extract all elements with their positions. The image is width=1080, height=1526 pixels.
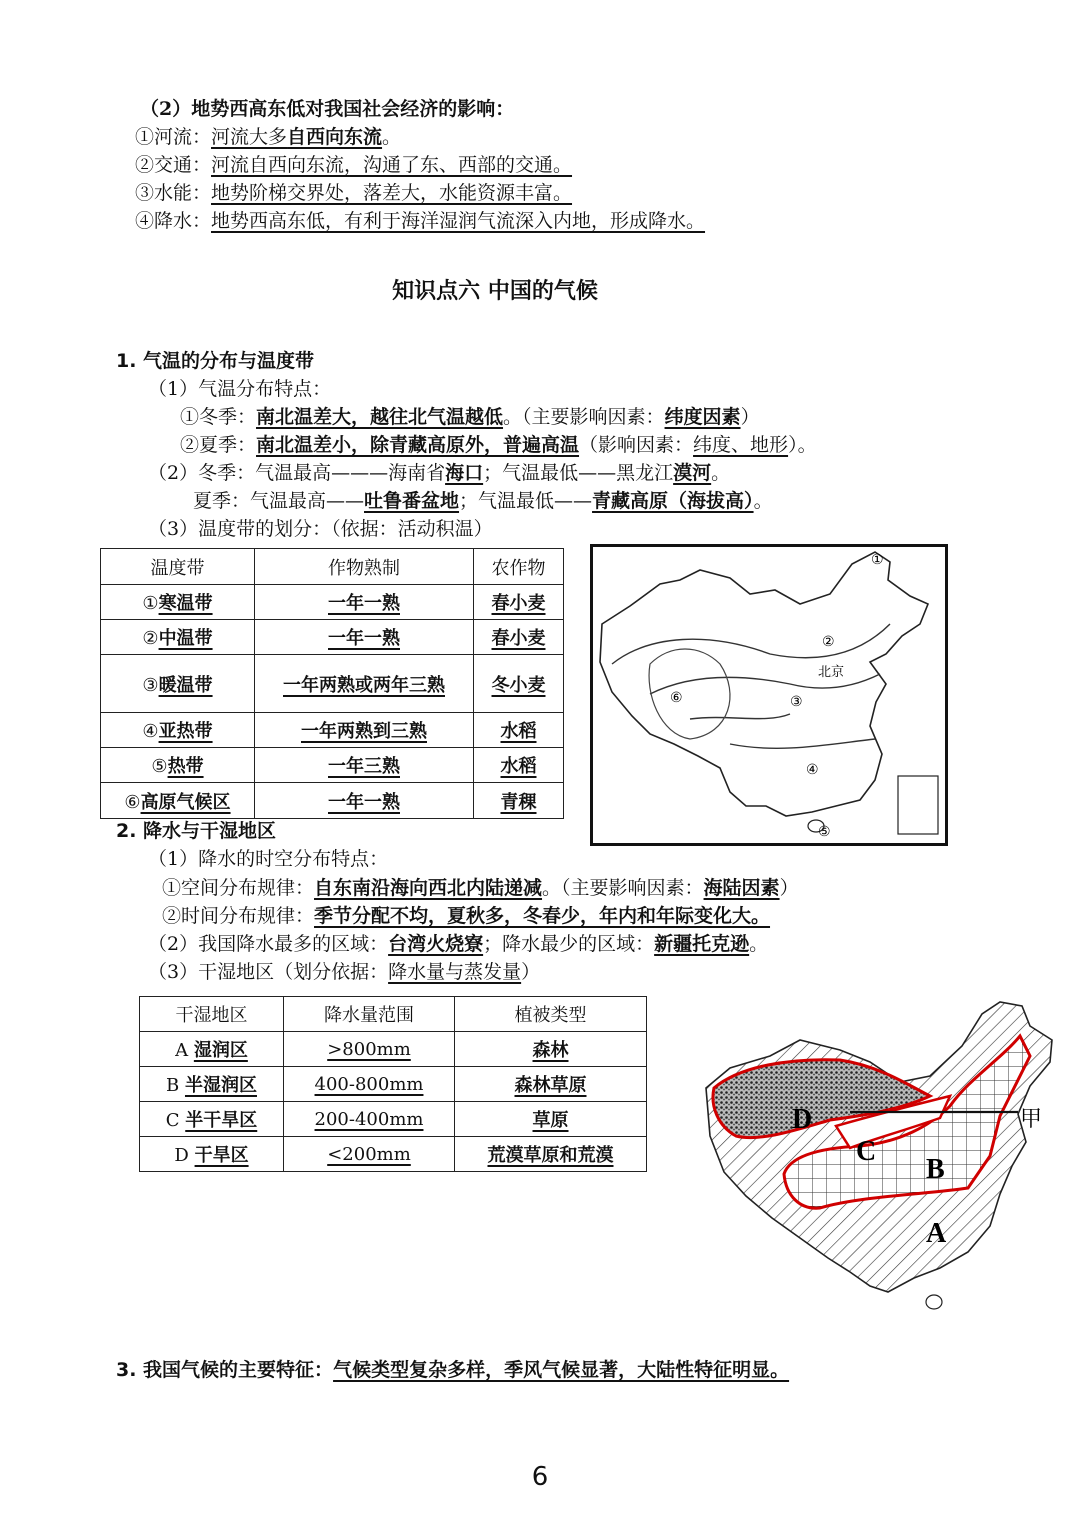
table-row: ③暖温带 一年两熟或两年三熟 冬小麦 bbox=[101, 655, 564, 713]
page-number: 6 bbox=[531, 1462, 549, 1492]
map-label: 甲 bbox=[1020, 1107, 1043, 1132]
table-row: ②中温带 一年一熟 春小麦 bbox=[101, 620, 564, 655]
table-row: ⑥高原气候区 一年一熟 青稞 bbox=[101, 783, 564, 819]
table-header: 作物熟制 bbox=[255, 549, 474, 585]
dry-wet-zone-map bbox=[700, 996, 1062, 1318]
climate-feature-line: 3. 我国气候的主要特征：气候类型复杂多样，季风气候显著，大陆性特征明显。 bbox=[116, 1359, 790, 1381]
sub-heading: （1）降水的时空分布特点： bbox=[148, 848, 389, 870]
table-header: 干湿地区 bbox=[140, 997, 284, 1032]
table-row: D 干旱区 <200mm 荒漠草原和荒漠 bbox=[140, 1137, 647, 1172]
map-label: ⑤ bbox=[818, 824, 831, 840]
sub-heading: （3）温度带的划分：（依据：活动积温） bbox=[148, 518, 493, 540]
page-title: 知识点六 中国的气候 bbox=[392, 279, 598, 304]
summer-extreme-line: 夏季：气温最高——吐鲁番盆地；气温最低——青藏高原（海拔高）。 bbox=[193, 490, 773, 512]
section-heading: 2. 降水与干湿地区 bbox=[116, 820, 277, 842]
map-label: ③ bbox=[790, 694, 803, 710]
list-item: ④降水：地势西高东低，有利于海洋湿润气流深入内地，形成降水。 bbox=[135, 210, 706, 232]
temperature-zone-map bbox=[590, 544, 948, 846]
winter-extreme-line: （2）冬季：气温最高———海南省海口；气温最低——黑龙江漠河。 bbox=[148, 462, 731, 484]
time-distribution-line: ②时间分布规律：季节分配不均，夏秋多，冬春少，年内和年际变化大。 bbox=[162, 905, 771, 927]
sub-heading: （3）干湿地区（划分依据：降水量与蒸发量） bbox=[148, 961, 541, 983]
rain-extreme-line: （2）我国降水最多的区域：台湾火烧寮；降水最少的区域：新疆托克逊。 bbox=[148, 933, 769, 955]
section-heading: 1. 气温的分布与温度带 bbox=[116, 350, 315, 372]
table-header: 温度带 bbox=[101, 549, 255, 585]
map-label: C bbox=[856, 1136, 877, 1167]
dry-wet-zone-table bbox=[139, 996, 647, 1172]
map-label: ② bbox=[822, 634, 835, 650]
map-label: ① bbox=[871, 552, 884, 568]
map-label-beijing: 北京 bbox=[818, 665, 845, 680]
list-item: ①河流：河流大多自西向东流。 bbox=[135, 126, 402, 148]
table-header: 降水量范围 bbox=[284, 997, 455, 1032]
section-heading: （2）地势西高东低对我国社会经济的影响： bbox=[140, 98, 515, 120]
map-label: B bbox=[926, 1154, 945, 1185]
table-row: ⑤热带 一年三熟 水稻 bbox=[101, 748, 564, 783]
table-row: A 湿润区 >800mm 森林 bbox=[140, 1032, 647, 1067]
list-item: ③水能：地势阶梯交界处，落差大，水能资源丰富。 bbox=[135, 182, 573, 204]
map-label: A bbox=[926, 1218, 947, 1249]
table-header: 植被类型 bbox=[455, 997, 647, 1032]
sub-heading: （1）气温分布特点： bbox=[148, 378, 332, 400]
table-row: C 半干旱区 200-400mm 草原 bbox=[140, 1102, 647, 1137]
list-item: ②交通：河流自西向东流，沟通了东、西部的交通。 bbox=[135, 154, 573, 176]
map-label: ⑥ bbox=[670, 690, 683, 706]
table-row: ④亚热带 一年两熟到三熟 水稻 bbox=[101, 713, 564, 748]
summer-line: ②夏季：南北温差小，除青藏高原外，普遍高温（影响因素：纬度、地形）。 bbox=[180, 434, 817, 456]
table-row: ①寒温带 一年一熟 春小麦 bbox=[101, 585, 564, 620]
temperature-zone-table bbox=[100, 548, 564, 819]
winter-line: ①冬季：南北温差大，越往北气温越低。（主要影响因素：纬度因素） bbox=[180, 406, 760, 428]
table-header: 农作物 bbox=[474, 549, 564, 585]
map-label: ④ bbox=[806, 762, 819, 778]
table-row: B 半湿润区 400-800mm 森林草原 bbox=[140, 1067, 647, 1102]
space-distribution-line: ①空间分布规律：自东南沿海向西北内陆递减。（主要影响因素：海陆因素） bbox=[162, 877, 799, 899]
map-label: D bbox=[792, 1104, 813, 1135]
